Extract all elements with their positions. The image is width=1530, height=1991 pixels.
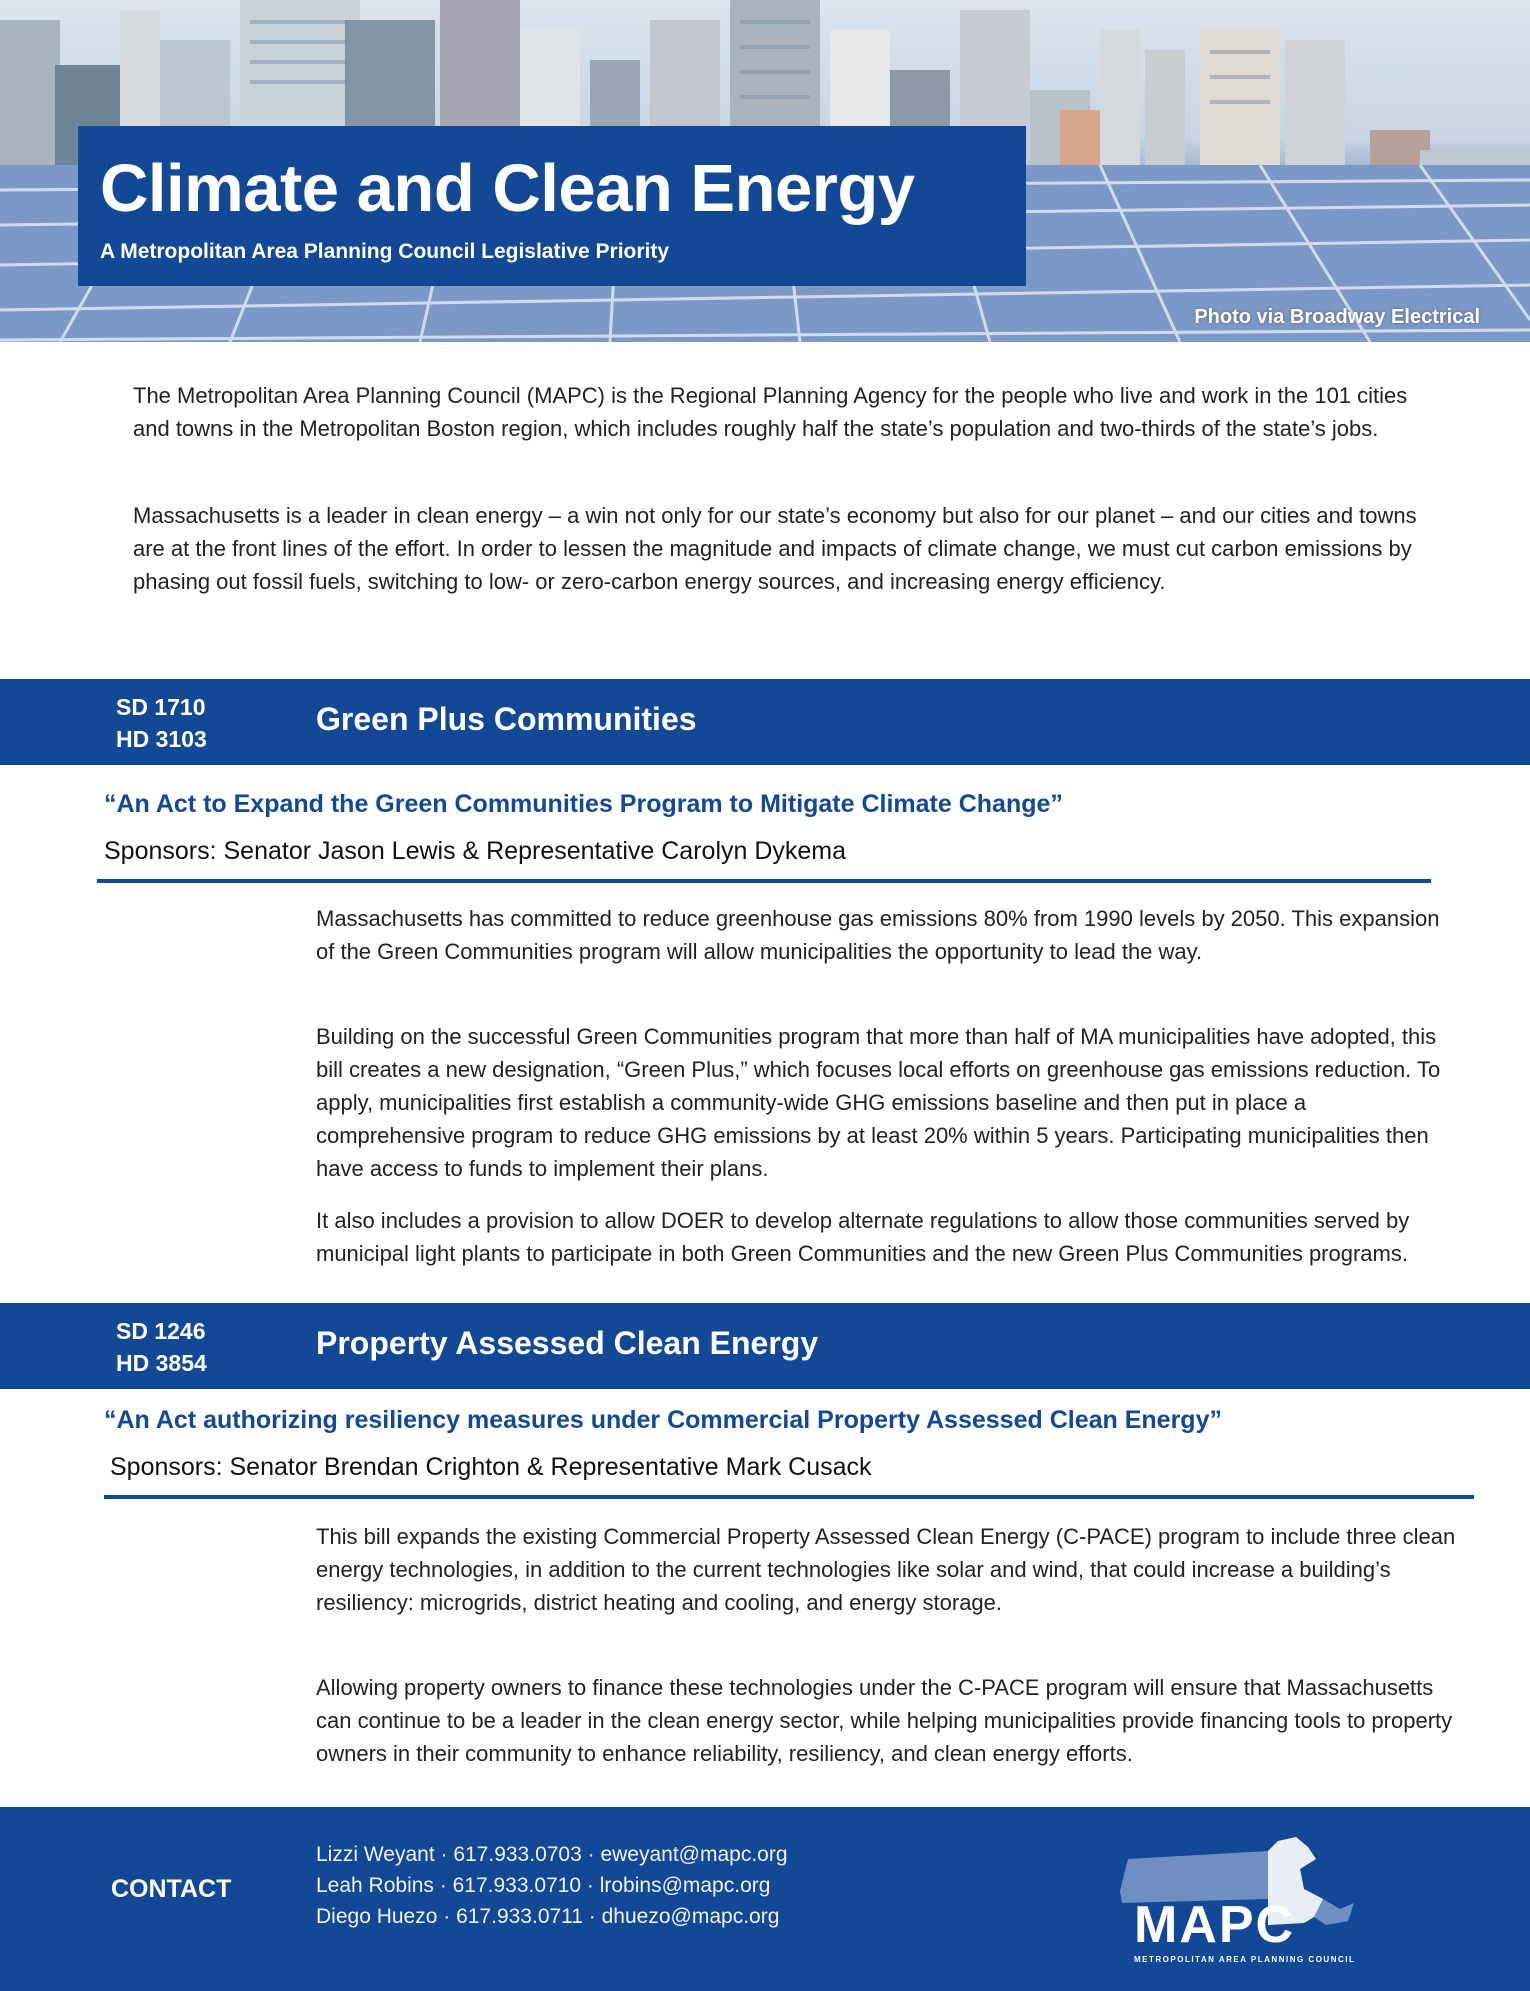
hero-banner	[0, 0, 1530, 342]
contact-entry: Lizzi Weyant · 617.933.0703 · eweyant@mapc.org	[316, 1843, 788, 1866]
intro-paragraph-2: Massachusetts is a leader in clean energy – a win not only for our state’s economy but also for our planet – and our cities and towns are at the front lines of the effort. In order to lessen the magnitude and impacts of climate change, we must cut carbon emissions by phasing out fossil fuels, switching to low- or zero-carbon energy sources, and increasing energy efficiency.	[133, 503, 1417, 594]
bill-paragraph: This bill expands the existing Commercial Property Assessed Clean Energy (C-PACE) program to include three clean energy technologies, in addition to the current technologies like solar and wind, that could increase a building’s resiliency: microgrids, district heating and cooling, and energy storage.	[316, 1524, 1456, 1615]
bill-title: Green Plus Communities	[316, 701, 697, 737]
logo-text: MAPC	[1134, 1896, 1296, 1954]
page-subtitle: A Metropolitan Area Planning Council Legislative Priority	[100, 240, 670, 263]
senate-docket: SD 1246	[116, 1318, 206, 1344]
bill-paragraph: Building on the successful Green Communities program that more than half of MA municipalities have adopted, this bill creates a new designation, “Green Plus,” which focuses local efforts on greenhouse gas emissions reduction. To apply, municipalities first establish a community-wide GHG emissions baseline and then put in place a comprehensive program to reduce GHG emissions by at least 20% within 5 years. Participating municipalities then have access to funds to implement their plans.	[316, 1024, 1441, 1181]
section-divider	[104, 1495, 1474, 1499]
contact-entry: Diego Huezo · 617.933.0711 · dhuezo@mapc.org	[316, 1905, 780, 1928]
title-box	[78, 126, 1026, 286]
footer	[0, 1807, 1530, 1991]
bill-title: Property Assessed Clean Energy	[316, 1325, 819, 1361]
senate-docket: SD 1710	[116, 694, 206, 720]
act-title: “An Act to Expand the Green Communities Program to Mitigate Climate Change”	[104, 790, 1063, 818]
contact-list	[316, 1839, 788, 1932]
bill-header-1	[0, 679, 1530, 765]
bill-header-2	[0, 1303, 1530, 1389]
bill-codes	[116, 1315, 207, 1379]
bill-paragraph: Massachusetts has committed to reduce greenhouse gas emissions 80% from 1990 levels by 2050. This expansion of the Green Communities program will allow municipalities the opportunity to lead the way.	[316, 906, 1440, 964]
section-divider	[97, 879, 1431, 883]
intro-paragraph-1: The Metropolitan Area Planning Council (MAPC) is the Regional Planning Agency for the people who live and work in the 101 cities and towns in the Metropolitan Boston region, which includes roughly half the state’s population and two-thirds of the state’s jobs.	[133, 383, 1408, 441]
bill-codes	[116, 691, 207, 755]
bill-paragraph: It also includes a provision to allow DOER to develop alternate regulations to allow those communities served by municipal light plants to participate in both Green Communities and the new Green Plus Communities programs.	[316, 1208, 1410, 1266]
house-docket: HD 3103	[116, 726, 207, 752]
house-docket: HD 3854	[116, 1350, 207, 1376]
mapc-logo	[1118, 1829, 1358, 1979]
page-title: Climate and Clean Energy	[100, 151, 915, 226]
sponsors: Sponsors: Senator Brendan Crighton & Representative Mark Cusack	[110, 1453, 872, 1481]
bill-paragraph: Allowing property owners to finance these technologies under the C-PACE program will ensure that Massachusetts can continue to be a leader in the clean energy sector, while helping municipalities provide financing tools to property owners in their community to enhance reliability, resiliency, and clean energy efforts.	[316, 1675, 1453, 1766]
sponsors: Sponsors: Senator Jason Lewis & Representative Carolyn Dykema	[104, 837, 847, 865]
logo-subtext: METROPOLITAN AREA PLANNING COUNCIL	[1134, 1955, 1356, 1964]
contact-label: CONTACT	[111, 1875, 232, 1903]
photo-credit: Photo via Broadway Electrical	[1194, 306, 1480, 328]
contact-entry: Leah Robins · 617.933.0710 · lrobins@mapc.org	[316, 1874, 771, 1897]
act-title: “An Act authorizing resiliency measures under Commercial Property Assessed Clean Energy”	[104, 1406, 1222, 1434]
